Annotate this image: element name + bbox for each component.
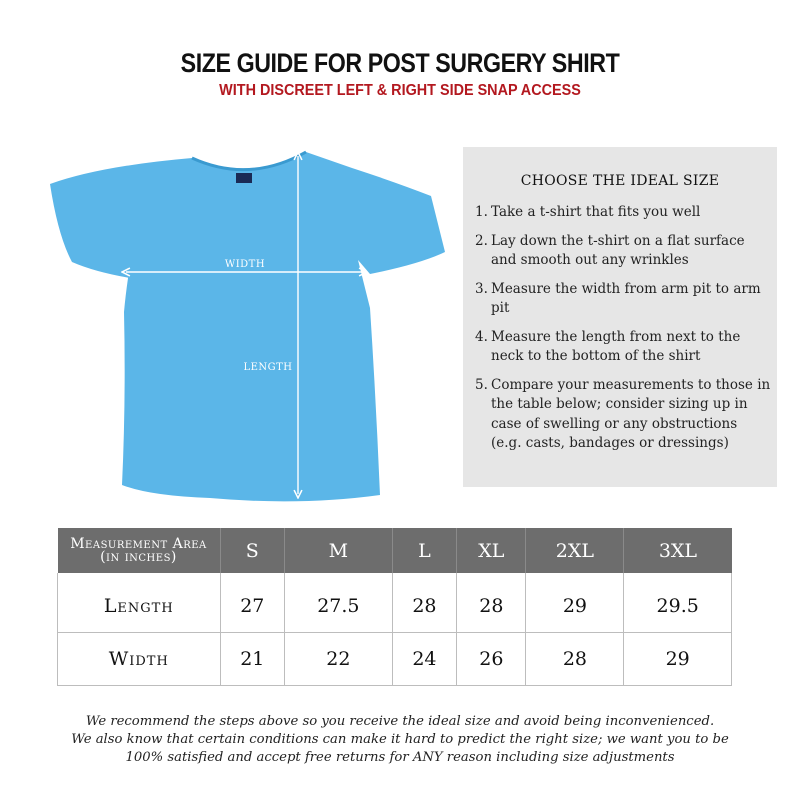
size-table-header bbox=[58, 528, 732, 573]
table-cell: 27.5 bbox=[285, 573, 393, 633]
page-subtitle: WITH DISCREET LEFT & RIGHT SIDE SNAP ACCESS bbox=[219, 82, 581, 99]
table-cell: 29 bbox=[526, 573, 624, 633]
size-table bbox=[57, 528, 732, 686]
guide-step: 1. Take a t-shirt that fits you well bbox=[475, 204, 701, 220]
table-cell: 24 bbox=[392, 633, 457, 686]
table-cell: 21 bbox=[220, 633, 285, 686]
tshirt-tag bbox=[236, 173, 252, 183]
table-cell: 26 bbox=[457, 633, 526, 686]
row-label-length: Length bbox=[58, 573, 221, 633]
table-row bbox=[58, 573, 732, 633]
tshirt-illustration bbox=[40, 140, 460, 510]
guide-step: 5. Compare your measurements to those in the table below; consider sizing up in case of swelling or any obstructions (e.g. casts, bandages or dressings) bbox=[475, 376, 771, 451]
footer-line: We also know that certain conditions can make it hard to predict the right size; we want you to be bbox=[71, 732, 729, 747]
length-label: LENGTH bbox=[243, 362, 293, 373]
row-label-width: Width bbox=[58, 633, 221, 686]
size-header-2xl: 2XL bbox=[526, 528, 624, 573]
measurement-area-header: Measurement Area (in inches) bbox=[58, 528, 221, 573]
table-cell: 28 bbox=[526, 633, 624, 686]
guide-step: 2. Lay down the t-shirt on a flat surface and smooth out any wrinkles bbox=[475, 232, 745, 268]
size-header-3xl: 3XL bbox=[624, 528, 732, 573]
footer-line: We recommend the steps above so you receive the ideal size and avoid being inconvenienced. bbox=[85, 714, 715, 729]
guide-title: CHOOSE THE IDEAL SIZE bbox=[520, 173, 720, 189]
table-cell: 22 bbox=[285, 633, 393, 686]
table-cell: 29 bbox=[624, 633, 732, 686]
footer-note bbox=[30, 713, 770, 767]
table-cell: 27 bbox=[220, 573, 285, 633]
table-row bbox=[58, 633, 732, 686]
tshirt-body bbox=[50, 152, 445, 501]
page-title: SIZE GUIDE FOR POST SURGERY SHIRT bbox=[180, 48, 620, 78]
footer-line: 100% satisfied and accept free returns for ANY reason including size adjustments bbox=[125, 750, 675, 765]
size-header-s: S bbox=[220, 528, 285, 573]
size-header-m: M bbox=[285, 528, 393, 573]
guide-step: 4. Measure the length from next to the neck to the bottom of the shirt bbox=[475, 328, 741, 364]
size-header-l: L bbox=[392, 528, 457, 573]
guide-step: 3. Measure the width from arm pit to arm pit bbox=[475, 280, 761, 316]
width-label: WIDTH bbox=[224, 259, 266, 270]
size-header-xl: XL bbox=[457, 528, 526, 573]
table-cell: 29.5 bbox=[624, 573, 732, 633]
guide-steps bbox=[475, 203, 771, 463]
size-guide-panel bbox=[463, 147, 777, 487]
table-cell: 28 bbox=[392, 573, 457, 633]
table-cell: 28 bbox=[457, 573, 526, 633]
